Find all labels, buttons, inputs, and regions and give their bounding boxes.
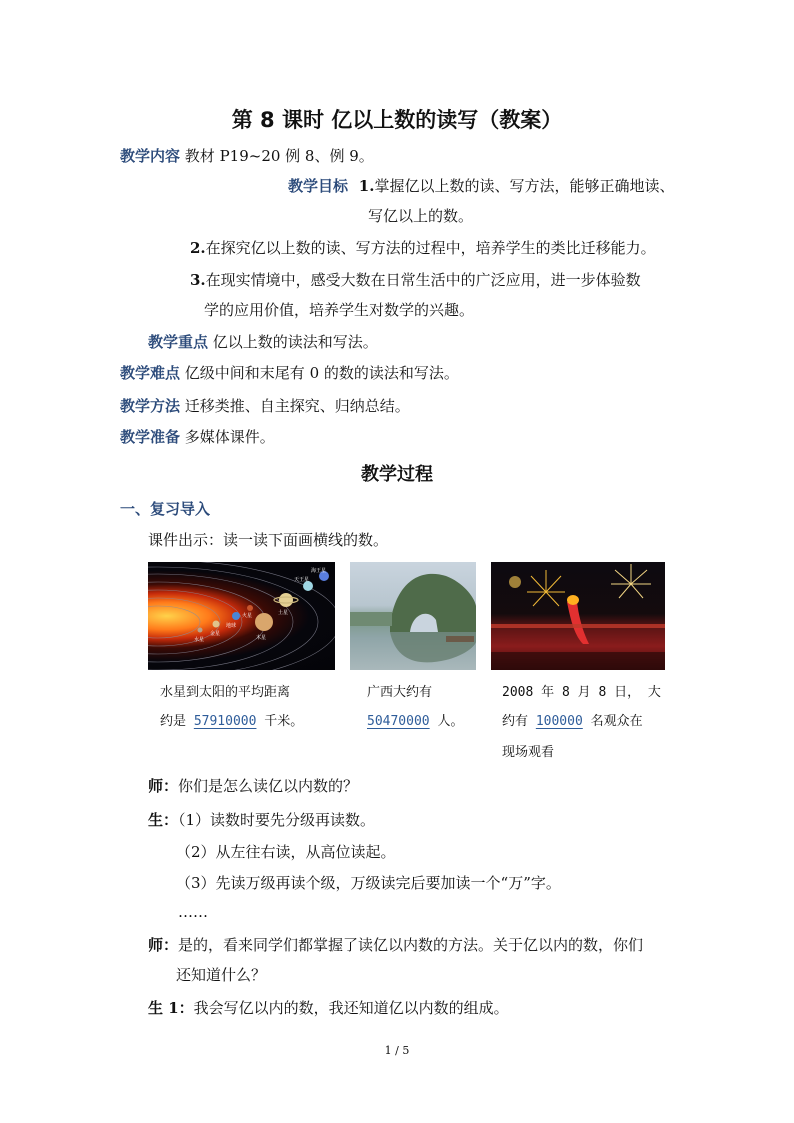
planet-label-mercury: 水星 <box>194 637 205 643</box>
boat-shape <box>446 636 474 642</box>
difficulty-label: 教学难点 <box>120 364 181 382</box>
fireworks-illustration <box>491 562 665 670</box>
caption-guangxi-line-1: 广西大约有 <box>367 685 433 700</box>
goal-3 <box>190 270 641 290</box>
planet-label-earth: 地球 <box>226 623 237 629</box>
content-row <box>120 146 374 166</box>
guangxi-population-number: 50470000 <box>367 714 430 729</box>
goal-2-number: 2. <box>190 239 206 257</box>
olympic-audience-number: 100000 <box>535 714 583 729</box>
planet-label-venus: 金星 <box>210 631 221 637</box>
key-label: 教学重点 <box>148 333 209 351</box>
goal-3-line-1: 在现实情境中，感受大数在日常生活中的广泛应用，进一步体验数 <box>205 271 641 289</box>
teacher-question-1 <box>148 776 358 796</box>
caption-olympic-prefix: 约有 <box>502 714 536 729</box>
teacher-speaker-1: 师： <box>148 777 179 795</box>
mercury-dot <box>198 628 203 633</box>
page-number: 1 / 5 <box>384 1044 410 1057</box>
caption-guangxi-line-2 <box>367 713 463 731</box>
mars-dot <box>247 605 253 611</box>
goals-row <box>288 176 674 196</box>
difficulty-row <box>120 363 459 383</box>
method-row <box>120 396 410 416</box>
torch-tower <box>567 602 589 644</box>
caption-olympic-line-1: 2008 年 8 月 8 日， 大 <box>502 685 661 700</box>
prep-text: 多媒体课件。 <box>184 428 275 446</box>
goal-2 <box>190 238 656 258</box>
saturn-dot <box>279 593 293 607</box>
goal-1-line-2: 写亿以上的数。 <box>368 207 474 225</box>
torch-flame <box>567 595 579 605</box>
firework-right <box>611 564 651 598</box>
content-text: 教材 P19~20 例 8、例 9。 <box>184 147 374 165</box>
firework-glow <box>509 576 521 588</box>
section-review-heading: 一、复习导入 <box>120 500 211 518</box>
ellipsis: …… <box>178 903 208 921</box>
goal-1-number: 1. <box>358 177 375 195</box>
goal-2-text: 在探究亿以上数的读、写方法的过程中，培养学生的类比迁移能力。 <box>205 239 656 257</box>
method-text: 迁移类推、自主探究、归纳总结。 <box>184 397 410 415</box>
caption-mercury-line-2 <box>160 713 303 731</box>
student-speaker-1: 生： <box>148 811 179 829</box>
student-answer-2: （2）从左往右读，从高位读起。 <box>176 843 396 861</box>
student-answer-4-text: 我会写亿以内的数，我还知道亿以内数的组成。 <box>193 999 509 1017</box>
mercury-distance-number: 57910000 <box>193 714 257 729</box>
process-title: 教学过程 <box>361 464 433 485</box>
caption-olympic-line-2 <box>502 713 643 731</box>
goal-3-number: 3. <box>190 271 206 289</box>
caption-mercury-suffix: 千米。 <box>256 714 304 729</box>
stadium-rim <box>491 624 665 628</box>
jupiter-dot <box>255 613 273 631</box>
content-label: 教学内容 <box>120 147 181 165</box>
teacher-question-2 <box>148 935 643 955</box>
key-text: 亿以上数的读法和写法。 <box>212 333 378 351</box>
planet-label-jupiter: 木星 <box>256 635 267 641</box>
earth-dot <box>232 612 240 620</box>
prep-row <box>120 427 275 447</box>
goal-1-line-1: 掌握亿以上数的读、写方法，能够正确地读、 <box>374 177 675 195</box>
student-answer-1-text: （1）读数时要先分级再读数。 <box>178 811 376 829</box>
key-row <box>148 332 378 352</box>
caption-olympic-line-3: 现场观看 <box>502 745 555 760</box>
venus-dot <box>213 621 220 628</box>
page-title: 第 8 课时 亿以上数的读写（教案） <box>231 108 563 132</box>
teacher-question-2-line-2: 还知道什么？ <box>176 966 267 984</box>
student-answer-3: （3）先读万级再读个级，万级读完后要加读一个“万”字。 <box>176 874 561 892</box>
goal-3-line-2: 学的应用价值，培养学生对数学的兴趣。 <box>204 301 475 319</box>
student-answer-4 <box>148 998 509 1018</box>
far-trees <box>350 612 392 626</box>
planet-label-saturn: 土星 <box>278 610 289 616</box>
teacher-question-2-line-1: 是的，看来同学们都掌握了读亿以内数的方法。关于亿以内的数，你们 <box>178 936 644 954</box>
goals-label: 教学目标 <box>288 177 349 195</box>
planet-label-uranus: 天王星 <box>294 577 310 583</box>
difficulty-text: 亿级中间和末尾有 0 的数的读法和写法。 <box>184 364 459 382</box>
caption-mercury-prefix: 约是 <box>160 714 194 729</box>
method-label: 教学方法 <box>120 397 181 415</box>
solar-system-image <box>148 562 335 670</box>
caption-olympic-suffix: 名观众在 <box>582 714 643 729</box>
caption-guangxi-suffix: 人。 <box>429 714 464 729</box>
teacher-question-1-text: 你们是怎么读亿以内数的？ <box>178 777 359 795</box>
planet-label-mars: 火星 <box>242 613 253 619</box>
student-answer-1 <box>148 810 375 830</box>
landscape-illustration <box>350 562 476 670</box>
prep-label: 教学准备 <box>120 428 181 446</box>
guangxi-landscape-image <box>350 562 476 670</box>
crowd-area <box>491 652 665 670</box>
planet-label-neptune: 海王星 <box>311 568 327 574</box>
student-speaker-4: 生 1： <box>148 999 194 1017</box>
firework-left <box>527 570 565 606</box>
teacher-speaker-2: 师： <box>148 936 179 954</box>
courseware-instruction: 课件出示：读一读下面画横线的数。 <box>148 531 389 549</box>
olympic-ceremony-image <box>491 562 665 670</box>
caption-mercury-line-1: 水星到太阳的平均距离 <box>160 685 291 700</box>
